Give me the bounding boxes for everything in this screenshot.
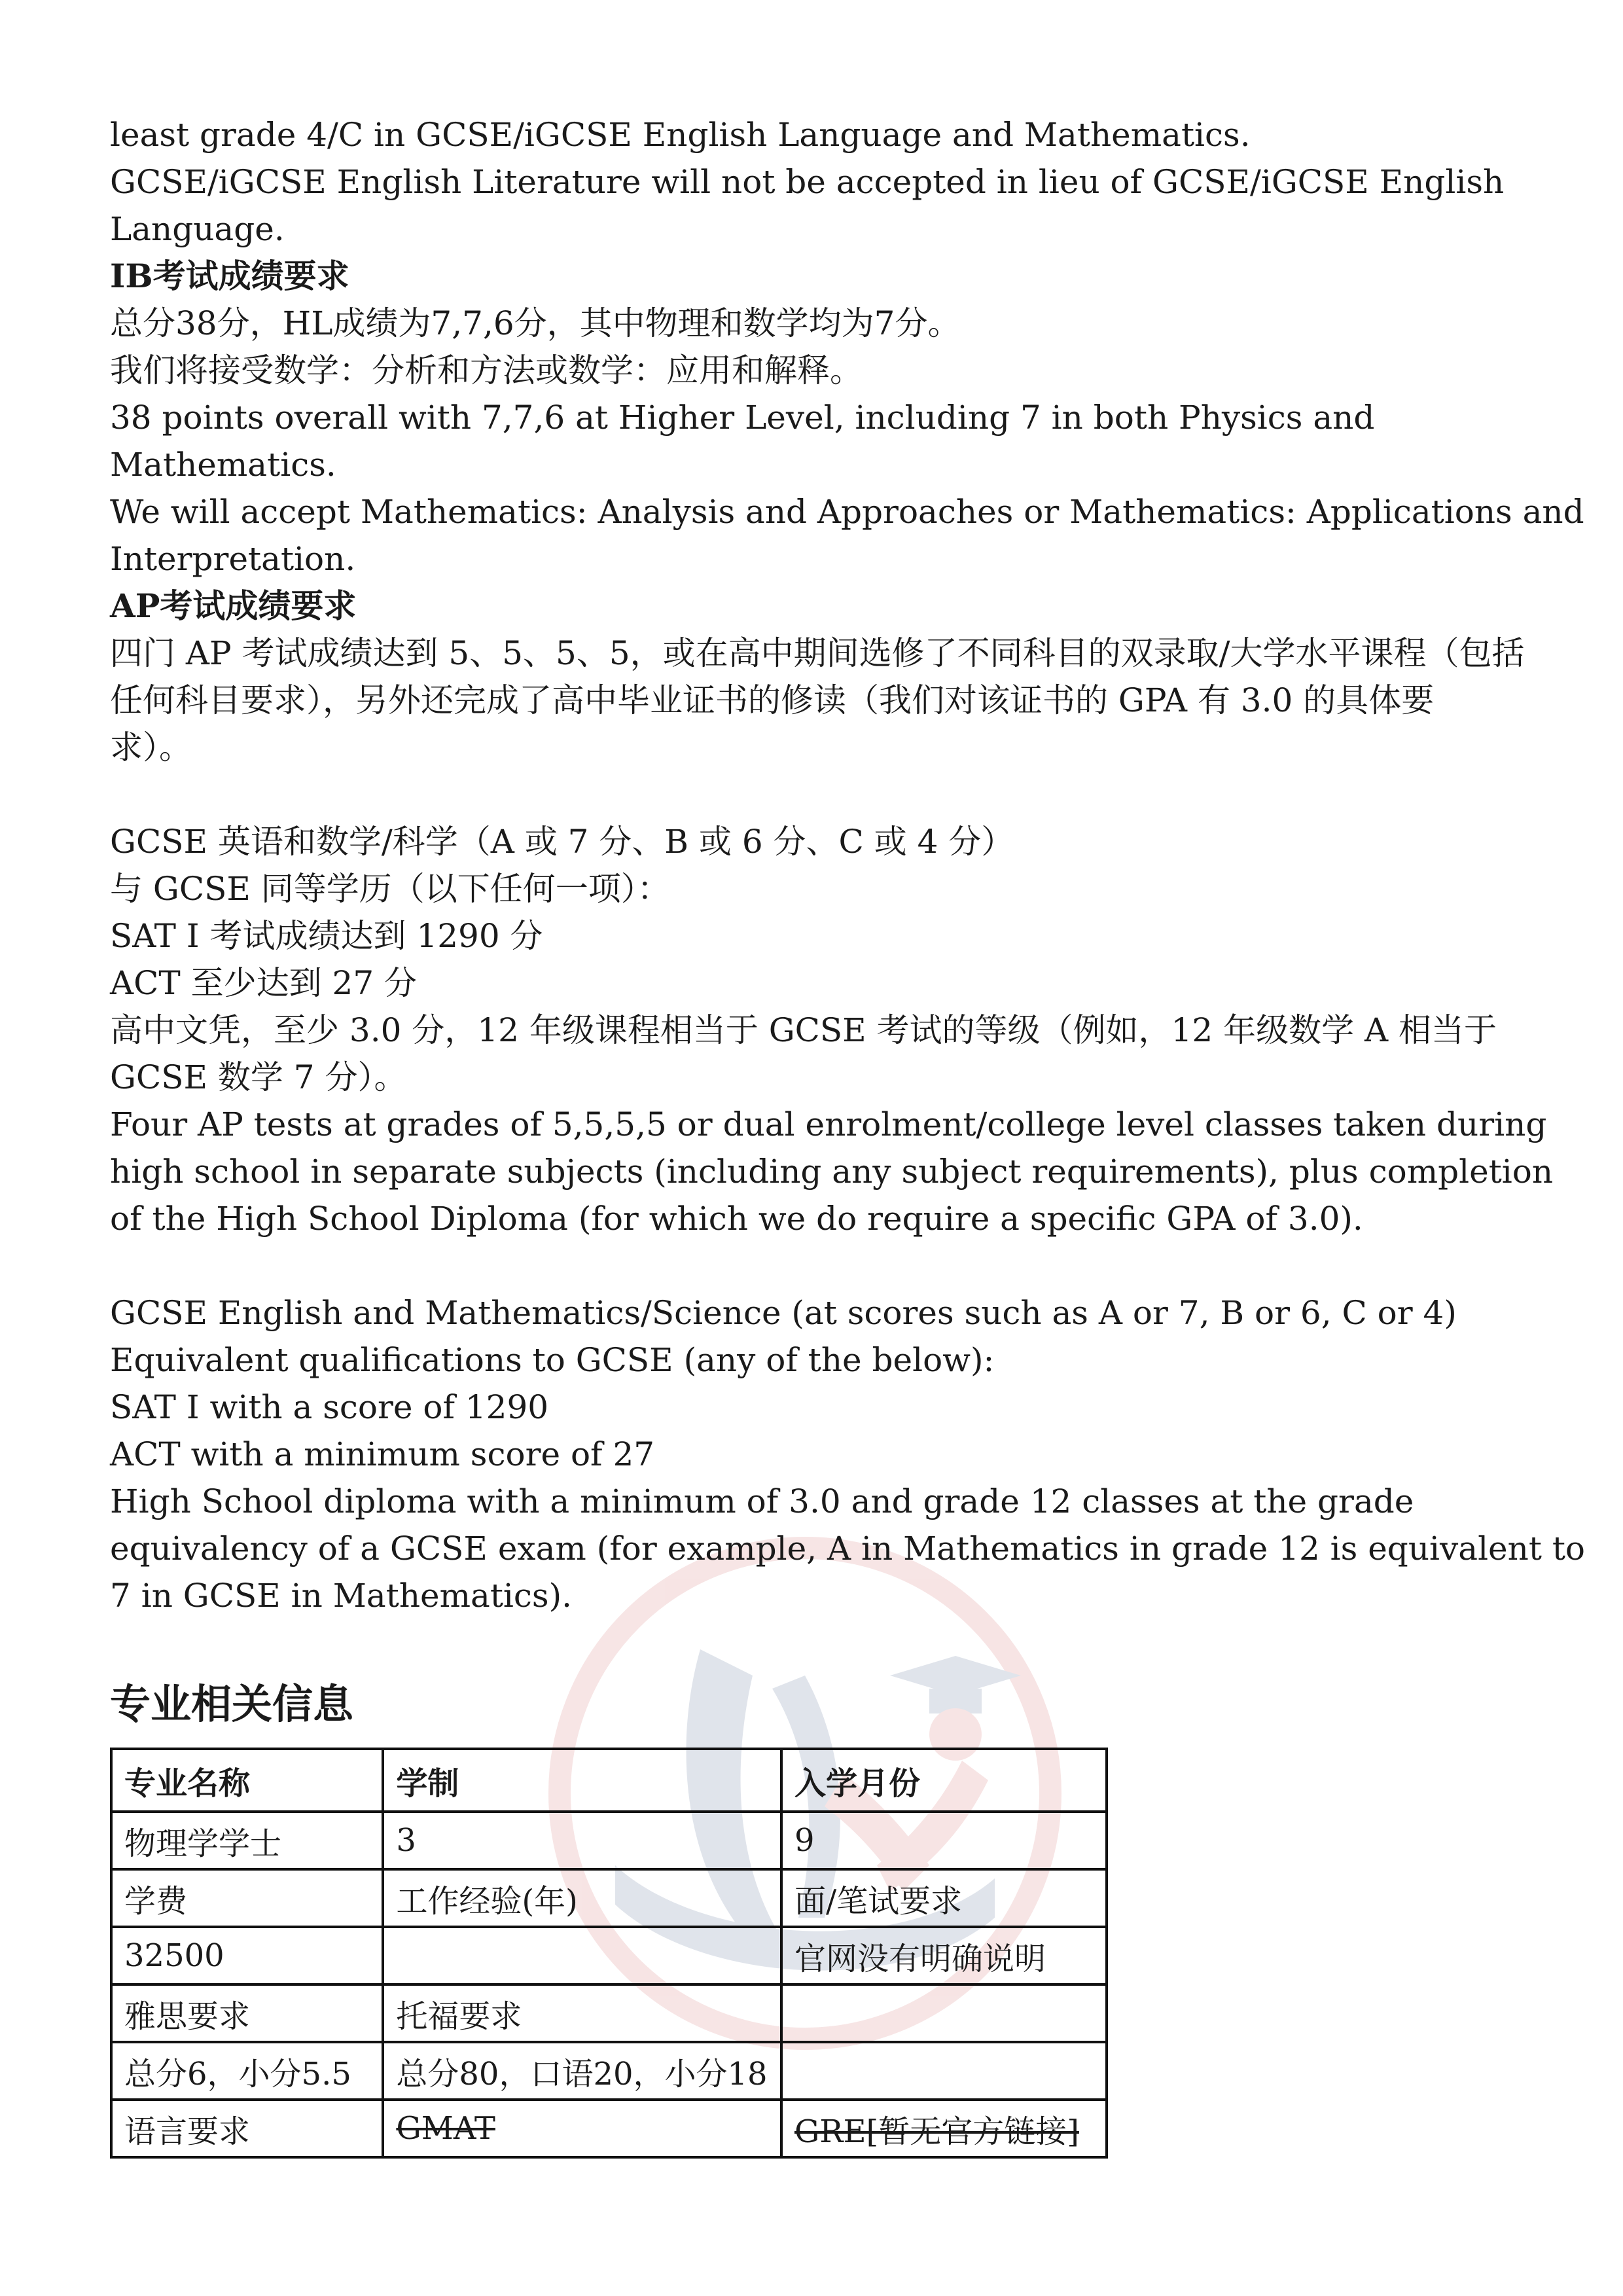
table-row [111,1812,1107,1869]
document-body [110,111,1586,2159]
text-line: high school in separate subjects (including any subject requirements), plus completion [110,1153,1554,1191]
text-line: 求）。 [110,728,192,766]
ib-requirements-block [110,253,1584,583]
text-line: 任何科目要求），另外还完成了高中毕业证书的修读（我们对该证书的 GPA 有 3.0 的具体要 [110,681,1435,719]
paragraph-gap [110,1242,1517,1289]
table-cell: 32500 [111,1927,383,1984]
text-line: 高中文凭，至少 3.0 分，12 年级课程相当于 GCSE 考试的等级（例如，12 年级数学 A 相当于 [110,1011,1497,1049]
table-header-cell: 专业名称 [111,1749,383,1812]
text-line: SAT I with a score of 1290 [110,1388,549,1426]
text-line: 38 points overall with 7,7,6 at Higher Level, including 7 in both Physics and [110,399,1375,437]
table-cell: 面/笔试要求 [781,1869,1107,1927]
table-cell [781,1984,1107,2042]
ib-heading: IB考试成绩要求 [110,257,349,295]
program-info-table [110,1748,1108,2159]
text-line: 总分38分，HL成绩为7,7,6分，其中物理和数学均为7分。 [110,304,961,342]
table-cell: 工作经验(年) [383,1869,781,1927]
text-line: ACT 至少达到 27 分 [110,964,418,1002]
gcse-note-block [110,111,1517,253]
table-cell-struck: GMAT [383,2100,781,2157]
table-row [111,2100,1107,2157]
table-row [111,1984,1107,2042]
table-cell: 物理学学士 [111,1812,383,1869]
text-line: Mathematics. [110,446,336,484]
text-line: High School diploma with a minimum of 3.0 and grade 12 classes at the grade [110,1482,1414,1520]
table-cell: 托福要求 [383,1984,781,2042]
table-row [111,2042,1107,2100]
text-line: Interpretation. [110,540,356,578]
text-line: 与 GCSE 同等学历（以下任何一项）： [110,870,670,908]
table-row [111,1869,1107,1927]
text-line: equivalency of a GCSE exam (for example, A in Mathematics in grade 12 is equivalent to [110,1530,1586,1568]
table-cell-struck: GRE[暂无官方链接] [781,2100,1107,2157]
text-line: GCSE English and Mathematics/Science (at scores such as A or 7, B or 6, C or 4) [110,1294,1457,1332]
text-line: Four AP tests at grades of 5,5,5,5 or dual enrolment/college level classes taken during [110,1105,1547,1143]
section-title: 专业相关信息 [110,1680,354,1728]
text-line: 我们将接受数学：分析和方法或数学：应用和解释。 [110,351,863,389]
text-line: ACT with a minimum score of 27 [110,1435,655,1473]
table-cell: 9 [781,1812,1107,1869]
table-cell: 总分80，口语20，小分18 [383,2042,781,2100]
table-cell [383,1927,781,1984]
text-line: GCSE 数学 7 分）。 [110,1058,407,1096]
paragraph-gap [110,771,1517,818]
text-line: GCSE 英语和数学/科学（A 或 7 分、B 或 6 分、C 或 4 分） [110,823,1014,861]
text-line: of the High School Diploma (for which we do require a specific GPA of 3.0). [110,1200,1363,1238]
table-cell: 学费 [111,1869,383,1927]
ap-requirements-block [110,583,1586,1619]
table-cell [781,2042,1107,2100]
text-line: GCSE/iGCSE English Literature will not be accepted in lieu of GCSE/iGCSE English [110,163,1505,201]
text-line: 7 in GCSE in Mathematics). [110,1577,572,1615]
table-row [111,1927,1107,1984]
table-header-cell: 学制 [383,1749,781,1812]
ap-heading: AP考试成绩要求 [110,586,357,625]
table-header-row [111,1749,1107,1812]
text-line: Equivalent qualifications to GCSE (any of the below): [110,1341,995,1379]
table-cell: 官网没有明确说明 [781,1927,1107,1984]
table-cell: 语言要求 [111,2100,383,2157]
text-line: We will accept Mathematics: Analysis and Approaches or Mathematics: Applications and [110,493,1584,531]
table-cell: 3 [383,1812,781,1869]
text-line: Language. [110,210,285,248]
text-line: SAT I 考试成绩达到 1290 分 [110,917,543,955]
table-cell: 总分6，小分5.5 [111,2042,383,2100]
table-header-cell: 入学月份 [781,1749,1107,1812]
text-line: least grade 4/C in GCSE/iGCSE English Language and Mathematics. [110,116,1251,154]
table-cell: 雅思要求 [111,1984,383,2042]
text-line: 四门 AP 考试成绩达到 5、5、5、5，或在高中期间选修了不同科目的双录取/大学水平课程（包括 [110,634,1525,672]
